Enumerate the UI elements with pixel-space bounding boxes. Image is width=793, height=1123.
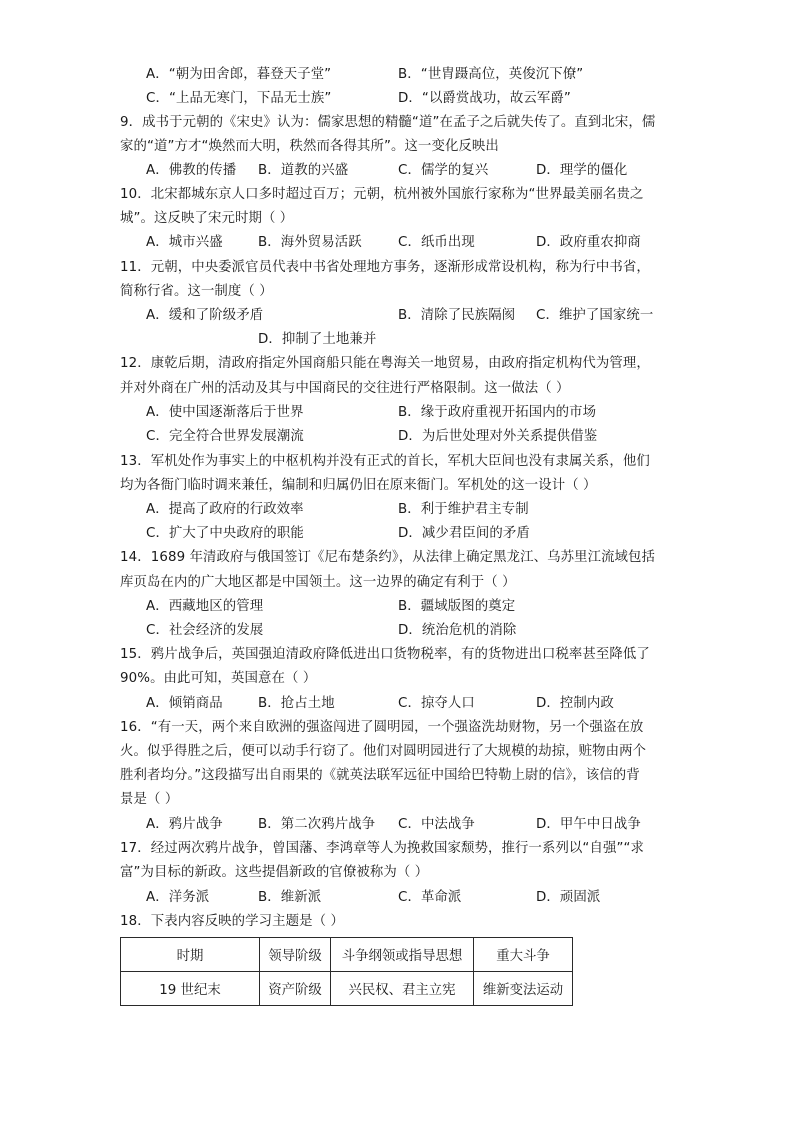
q10-stem-line-2: 城”。这反映了宋元时期（ ） <box>120 211 294 226</box>
q17-stem-line-2: 富”为目标的新政。这些提倡新政的官僚被称为（ ） <box>120 865 429 880</box>
q9-option-a: A．佛教的传播 <box>146 163 237 178</box>
q15-option-b: B．抢占土地 <box>258 696 335 711</box>
q11-option-b: B．清除了民族隔阂 <box>398 308 516 323</box>
q14-option-c: C．社会经济的发展 <box>146 623 264 638</box>
q9-stem-line-1: 9．成书于元朝的《宋史》认为：儒家思想的精髓“道”在孟子之后就失传了。直到北宋，儒 <box>120 115 656 130</box>
table-cell: 兴民权、君主立宪 <box>331 972 474 1006</box>
q9-stem-line-2: 家的“道”方才“焕然而大明，秩然而各得其所”。这一变化反映出 <box>120 139 499 154</box>
q16-option-a: A．鸦片战争 <box>146 817 223 832</box>
q17-option-a: A．洋务派 <box>146 890 210 905</box>
q11-option-d: D．抑制了土地兼并 <box>258 332 377 347</box>
q13-option-a: A．提高了政府的行政效率 <box>146 502 304 517</box>
q10-option-c: C．纸币出现 <box>398 235 475 250</box>
q9-option-c: C．儒学的复兴 <box>398 163 489 178</box>
q8-option-c: C．“上品无寒门，下品无士族” <box>146 91 332 106</box>
q12-option-c: C．完全符合世界发展潮流 <box>146 429 304 444</box>
q14-stem-line-1: 14．1689 年清政府与俄国签订《尼布楚条约》，从法律上确定黑龙江、乌苏里江流域包括 <box>120 550 656 565</box>
q11-stem-line-1: 11．元朝，中央委派官员代表中书省处理地方事务，逐渐形成常设机构，称为行中书省， <box>120 260 650 275</box>
q13-stem-line-1: 13．军机处作为事实上的中枢机构并没有正式的首长，军机大臣间也没有隶属关系，他们 <box>120 454 650 469</box>
q15-option-c: C．掠夺人口 <box>398 696 475 711</box>
q15-option-d: D．控制内政 <box>536 696 614 711</box>
q11-stem-line-2: 简称行省。这一制度（ ） <box>120 284 273 299</box>
q12-stem-line-1: 12．康乾后期，清政府指定外国商船只能在粤海关一地贸易，由政府指定机构代为管理， <box>120 356 650 371</box>
q8-option-d: D．“以爵赏战功，故云军爵” <box>398 91 571 106</box>
q15-stem-line-2: 90%。由此可知，英国意在（ ） <box>120 671 317 686</box>
q11-option-a: A．缓和了阶级矛盾 <box>146 308 264 323</box>
q13-option-c: C．扩大了中央政府的职能 <box>146 526 304 541</box>
q15-option-a: A．倾销商品 <box>146 696 223 711</box>
table-cell: 19 世纪末 <box>121 972 260 1006</box>
q12-option-a: A．使中国逐渐落后于世界 <box>146 405 304 420</box>
q14-option-d: D．统治危机的消除 <box>398 623 517 638</box>
q16-stem-line-3: 胜利者均分。”这段描写出自雨果的《就英法联军远征中国给巴特勒上尉的信》，该信的背 <box>120 768 640 783</box>
table-header-row <box>121 938 573 972</box>
table-header-cell: 时期 <box>121 938 260 972</box>
q18-table <box>120 937 573 1006</box>
q8-option-b: B．“世胄蹑高位，英俊沉下僚” <box>398 67 584 82</box>
q13-option-b: B．利于维护君主专制 <box>398 502 529 517</box>
table-header-cell: 斗争纲领或指导思想 <box>331 938 474 972</box>
q12-option-b: B．缘于政府重视开拓国内的市场 <box>398 405 597 420</box>
table-row <box>121 972 573 1006</box>
q12-option-d: D．为后世处理对外关系提供借鉴 <box>398 429 598 444</box>
q8-option-a: A．“朝为田舍郎，暮登天子堂” <box>146 67 332 82</box>
q14-option-a: A．西藏地区的管理 <box>146 599 264 614</box>
q18-stem-line-1: 18．下表内容反映的学习主题是（ ） <box>120 914 344 929</box>
q16-stem-line-4: 景是（ ） <box>120 792 179 807</box>
q16-option-c: C．中法战争 <box>398 817 475 832</box>
q13-stem-line-2: 均为各衙门临时调来兼任，编制和归属仍旧在原来衙门。军机处的这一设计（ ） <box>120 478 597 493</box>
q16-option-d: D．甲午中日战争 <box>536 817 641 832</box>
table-cell: 资产阶级 <box>260 972 331 1006</box>
q17-option-d: D．顽固派 <box>536 890 601 905</box>
q16-stem-line-2: 火。似乎得胜之后，便可以动手行窃了。他们对圆明园进行了大规模的劫掠，赃物由两个 <box>120 744 647 759</box>
q15-stem-line-1: 15．鸦片战争后，英国强迫清政府降低进出口货物税率，有的货物进出口税率甚至降低了 <box>120 647 650 662</box>
q10-option-a: A．城市兴盛 <box>146 235 223 250</box>
q17-stem-line-1: 17．经过两次鸦片战争，曾国藩、李鸿章等人为挽救国家颓势，推行一系列以“自强”“求 <box>120 841 645 856</box>
q10-option-b: B．海外贸易活跃 <box>258 235 362 250</box>
q10-stem-line-1: 10．北宋都城东京人口多时超过百万；元朝，杭州被外国旅行家称为“世界最美丽名贵之 <box>120 187 644 202</box>
q12-stem-line-2: 并对外商在广州的活动及其与中国商民的交往进行严格限制。这一做法（ ） <box>120 381 570 396</box>
q14-option-b: B．疆域版图的奠定 <box>398 599 516 614</box>
q11-option-c: C．维护了国家统一 <box>536 308 654 323</box>
q9-option-b: B．道教的兴盛 <box>258 163 349 178</box>
q16-stem-line-1: 16．“有一天，两个来自欧洲的强盗闯进了圆明园，一个强盗洗劫财物，另一个强盗在放 <box>120 720 644 735</box>
table-header-cell: 领导阶级 <box>260 938 331 972</box>
q10-option-d: D．政府重农抑商 <box>536 235 641 250</box>
q14-stem-line-2: 库页岛在内的广大地区都是中国领土。这一边界的确定有利于（ ） <box>120 575 516 590</box>
q9-option-d: D．理学的僵化 <box>536 163 628 178</box>
q13-option-d: D．减少君臣间的矛盾 <box>398 526 530 541</box>
q17-option-b: B．维新派 <box>258 890 322 905</box>
table-cell: 维新变法运动 <box>474 972 573 1006</box>
q17-option-c: C．革命派 <box>398 890 462 905</box>
q16-option-b: B．第二次鸦片战争 <box>258 817 376 832</box>
table-header-cell: 重大斗争 <box>474 938 573 972</box>
